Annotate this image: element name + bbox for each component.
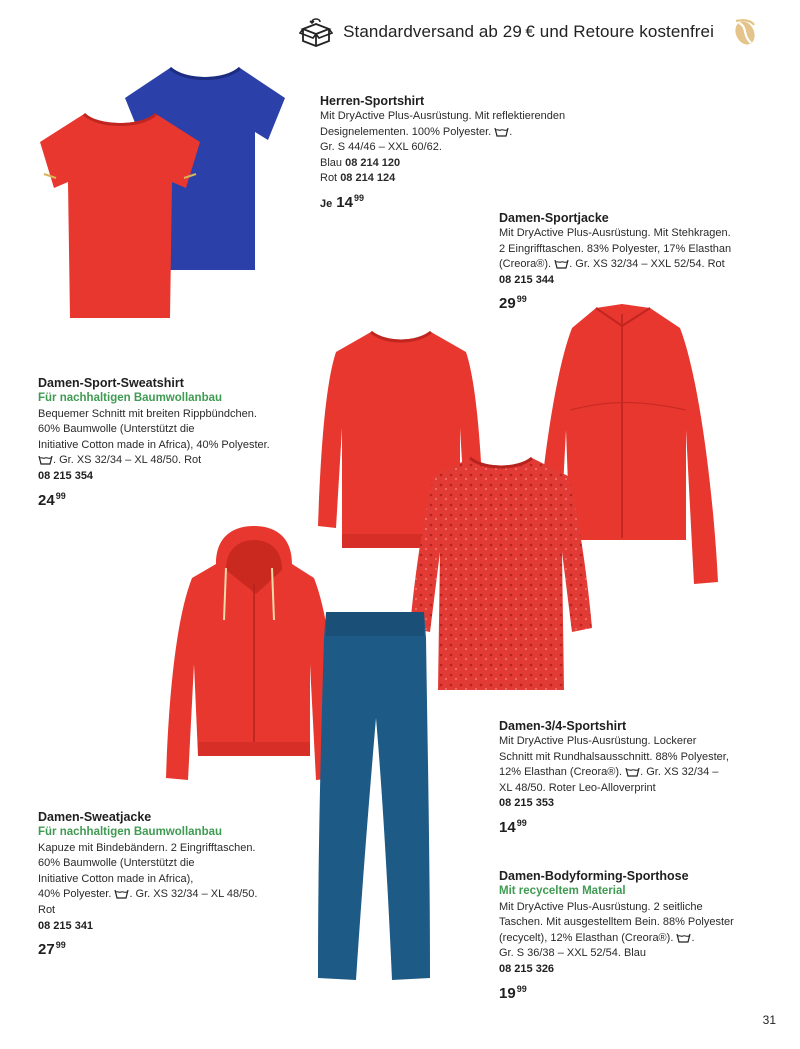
product-price: $14^{99}$: [499, 817, 527, 836]
product-title: Damen-Sweatjacke: [38, 810, 152, 824]
article-number: 08 215 341: [38, 919, 94, 932]
wash-tub-icon: [625, 766, 640, 777]
product-price: $24^{99}$: [38, 490, 66, 509]
product-title: Damen-Sportjacke: [499, 211, 609, 225]
product-herren-sportshirt: Herren-Sportshirt Mit DryActive Plus-Ausrüstung. Mit reflektierenden Designelementen. 100% Polyester. . Gr. S 44/46 – XXL 60/62. Blau 08 214 120 Rot 08 214 124 Je $14^{99}$: [320, 93, 600, 213]
red-mens-shirt-image: [36, 108, 204, 323]
shipping-banner: [299, 14, 760, 50]
wash-tub-icon: [38, 454, 53, 465]
wash-tub-icon: [676, 932, 691, 943]
product-desc: Mit DryActive Plus-Ausrüstung. Mit reflektierenden: [320, 110, 566, 122]
article-number: 08 215 326: [499, 962, 555, 975]
product-damen-sweatjacke: Damen-Sweatjacke Für nachhaltigen Baumwollanbau Kapuze mit Bindebändern. 2 Eingrifftaschen. 60% Baumwolle (Unterstützt die Initiative Cotton made in Africa), 40% Polyester. . Gr. XS 32/34 – XL 48/50. Rot 08 215 341 $27^{99}$: [38, 809, 313, 958]
product-damen-sportjacke: Damen-Sportjacke Mit DryActive Plus-Ausrüstung. Mit Stehkragen. 2 Eingrifftaschen. 83% Polyester, 17% Elasthan (Creora®). . Gr. XS 32/34 – XXL 52/54. Rot 08 215 344 $29^{99}$: [499, 210, 779, 312]
blue-leggings-image: [316, 608, 432, 984]
box-return-icon: [299, 17, 333, 47]
article-number: 08 215 354: [38, 469, 94, 482]
product-damen-sport-sweatshirt: Damen-Sport-Sweatshirt Für nachhaltigen Baumwollanbau Bequemer Schnitt mit breiten Rippbündchen. 60% Baumwolle (Unterstützt die Initiative Cotton made in Africa), 40% Polyester. . Gr. XS 32/34 – XL 48/50. Rot 08 215 354 $24^{99}$: [38, 375, 313, 508]
product-price: $19^{99}$: [499, 983, 527, 1002]
sustainability-note: Mit recyceltem Material: [499, 885, 626, 897]
product-price: Je $14^{99}$: [320, 192, 364, 211]
article-number: 08 214 124: [340, 172, 396, 185]
product-title: Herren-Sportshirt: [320, 94, 425, 108]
product-damen-bodyforming-sporthose: Damen-Bodyforming-Sporthose Mit recyceltem Material Mit DryActive Plus-Ausrüstung. 2 seitliche Taschen. Mit ausgestelltem Bein. 88% Polyester (recycelt), 12% Elasthan (Creora®). . Gr. S 36/38 – XXL 52/54. Blau 08 215 326 $19^{99}$: [499, 868, 784, 1001]
sustainability-note: Für nachhaltigen Baumwollanbau: [38, 392, 223, 404]
wash-tub-icon: [114, 888, 129, 899]
product-title: Damen-Sport-Sweatshirt: [38, 376, 184, 390]
product-damen-34-sportshirt: Damen-3/4-Sportshirt Mit DryActive Plus-Ausrüstung. Lockerer Schnitt mit Rundhalsausschnitt. 88% Polyester, 12% Elasthan (Creora®). . Gr. XS 32/34 – XL 48/50. Roter Leo-Alloverprint 08 215 353 $14^{99}$: [499, 718, 779, 836]
product-price: $27^{99}$: [38, 940, 66, 959]
product-title: Damen-3/4-Sportshirt: [499, 719, 627, 733]
coffee-bean-logo-icon: [730, 17, 760, 47]
product-title: Damen-Bodyforming-Sporthose: [499, 869, 689, 883]
article-number: 08 215 344: [499, 273, 555, 286]
red-leo-shirt-image: [408, 452, 594, 698]
banner-text: Standardversand ab 29 € und Retoure kostenfrei: [343, 22, 714, 41]
wash-tub-icon: [554, 258, 569, 269]
article-number: 08 214 120: [345, 156, 401, 169]
page-number: 31: [762, 1013, 776, 1027]
wash-tub-icon: [494, 126, 509, 137]
sustainability-note: Für nachhaltigen Baumwollanbau: [38, 826, 223, 838]
article-number: 08 215 353: [499, 797, 555, 810]
product-price: $29^{99}$: [499, 294, 527, 313]
